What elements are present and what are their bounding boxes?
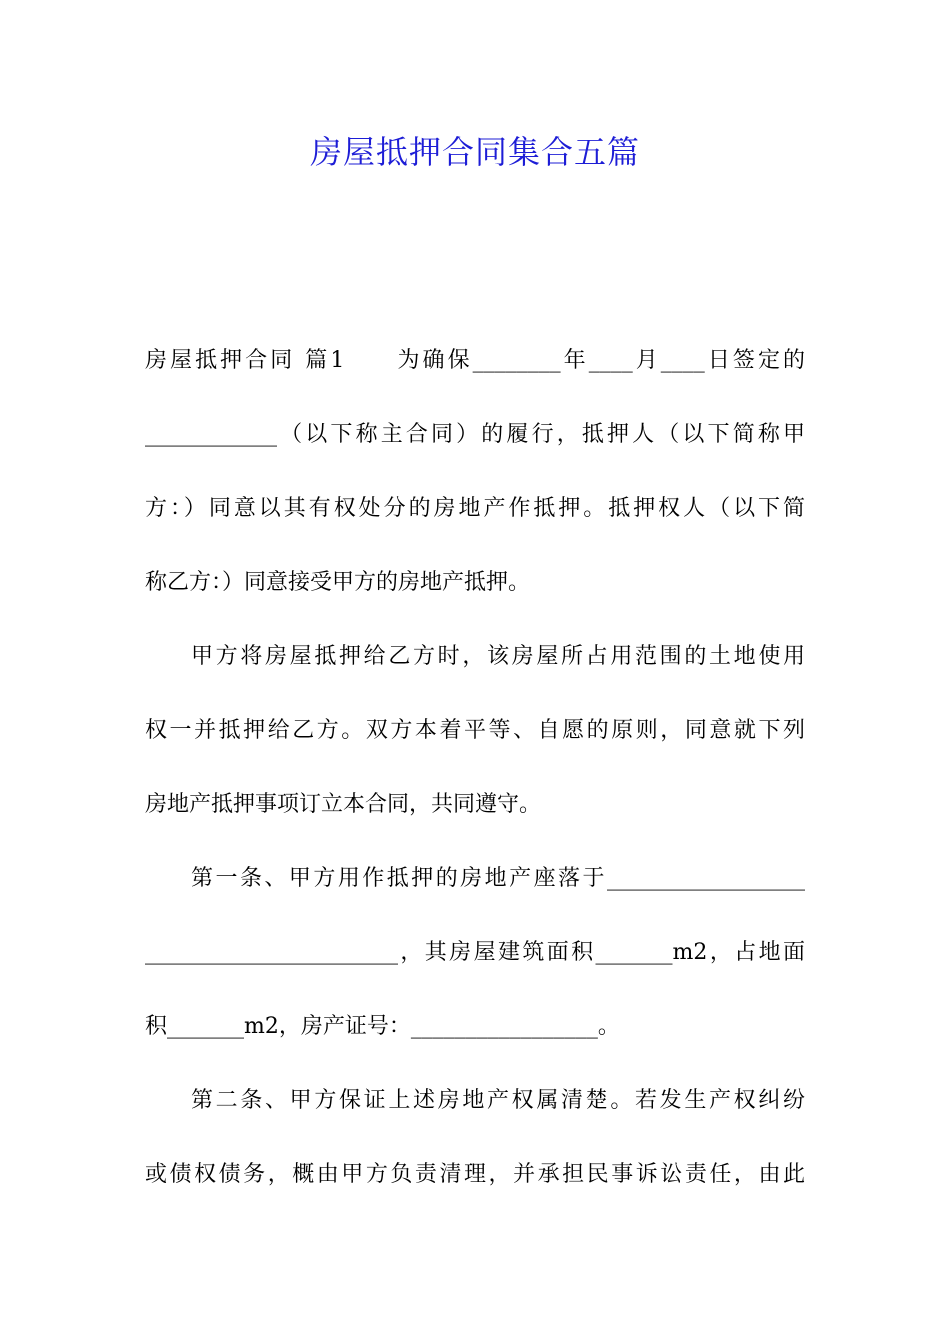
document-title: 房屋抵押合同集合五篇 [309,133,640,171]
paragraph-line: _______________________，其房屋建筑面积_______m2，占地面 [145,940,805,965]
paragraph-line: 积_______m2，房产证号：_________________。 [145,1014,620,1039]
paragraph-line: 方：）同意以其有权处分的房地产作抵押。抵押权人（以下简 [145,496,805,521]
paragraph-line: 第二条、甲方保证上述房地产权属清楚。若发生产权纠纷 [191,1088,805,1113]
paragraph-line: 或债权债务，概由甲方负责清理，并承担民事诉讼责任，由此 [145,1162,805,1187]
paragraph-line: 称乙方：）同意接受甲方的房地产抵押。 [145,570,531,595]
paragraph-line: 第一条、甲方用作抵押的房地产座落于__________________ [191,866,805,891]
paragraph-line: 权一并抵押给乙方。双方本着平等、自愿的原则，同意就下列 [145,718,805,743]
paragraph-line: 房屋抵押合同 篇1 为确保________年____月____日签定的 [145,348,805,373]
paragraph-line: 房地产抵押事项订立本合同，共同遵守。 [145,792,542,817]
paragraph-line: ____________（以下称主合同）的履行，抵押人（以下简称甲 [145,422,805,447]
document-body [145,338,805,1226]
paragraph-line: 甲方将房屋抵押给乙方时，该房屋所占用范围的土地使用 [191,644,805,669]
